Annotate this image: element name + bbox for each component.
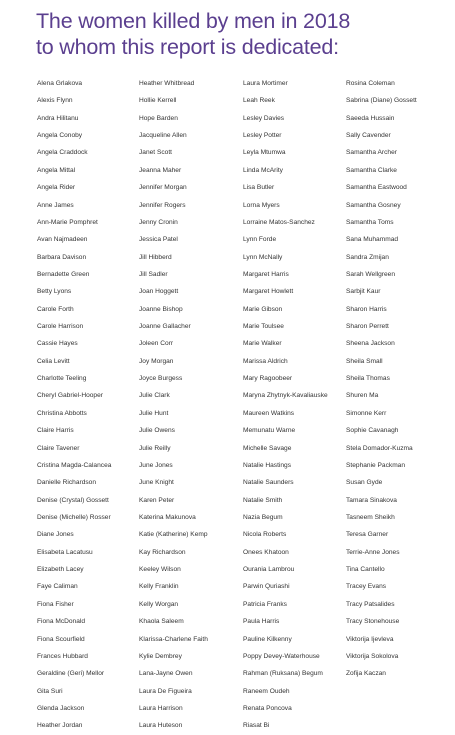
name-item: Claire Tavener	[37, 444, 80, 452]
name-item: Keeley Wilson	[139, 566, 181, 574]
name-item: Angela Craddock	[37, 149, 88, 157]
name-item: Sheena Jackson	[346, 340, 395, 348]
name-item: Julie Hunt	[139, 409, 169, 417]
name-item: June Knight	[139, 479, 174, 487]
name-item: Jill Hibberd	[139, 253, 172, 261]
name-item: Jennifer Rogers	[139, 201, 186, 209]
name-item: Khaola Saleem	[139, 618, 184, 626]
name-item: Danielle Richardson	[37, 479, 97, 487]
name-item: Janet Scott	[139, 149, 172, 157]
name-item: Elizabeth Lacey	[37, 566, 84, 574]
name-item: Jacqueline Allen	[139, 132, 187, 140]
name-item: Jennifer Morgan	[139, 184, 187, 192]
name-item: Sarbjit Kaur	[346, 288, 381, 296]
name-item: Leyla Mtumwa	[243, 149, 286, 157]
name-item: Marie Gibson	[243, 305, 283, 313]
name-item: Bernadette Green	[37, 270, 90, 278]
name-item: Mary Ragoobeer	[243, 375, 293, 383]
name-item: Tina Cantello	[346, 566, 385, 574]
name-item: Marie Toulsee	[243, 323, 284, 331]
names-column-2	[139, 75, 241, 735]
name-item: Tracy Patsalides	[346, 600, 395, 608]
name-item: Joan Hoggett	[139, 288, 179, 296]
name-item: Samantha Clarke	[346, 166, 397, 174]
name-item: Sana Muhammad	[346, 236, 399, 244]
name-item: Patricia Franks	[243, 600, 287, 608]
name-item: Sharon Perrett	[346, 323, 389, 331]
title-line-2: to whom this report is dedicated:	[36, 35, 339, 59]
name-item: Avan Najmadeen	[37, 236, 88, 244]
name-item: Lynn Forde	[243, 236, 277, 244]
name-item: Poppy Devey-Waterhouse	[243, 652, 320, 660]
name-item: Margaret Harris	[243, 270, 289, 278]
name-item: Tracy Stonehouse	[346, 618, 400, 626]
name-item: Michelle Savage	[243, 444, 292, 452]
name-item: Paula Harris	[243, 618, 280, 626]
name-item: Tamara Sinakova	[346, 496, 397, 504]
name-item: Natalie Hastings	[243, 461, 292, 469]
name-item: Onees Khatoon	[243, 548, 289, 556]
name-item: Lesley Potter	[243, 132, 282, 140]
name-item: Carole Harrison	[37, 323, 84, 331]
name-item: Renata Poncova	[243, 704, 292, 712]
name-item: Lorna Myers	[243, 201, 280, 209]
name-item: Fiona Fisher	[37, 600, 74, 608]
name-item: Kylie Dembrey	[139, 652, 182, 660]
title-line-1: The women killed by men in 2018	[36, 9, 351, 33]
name-item: Riasat Bi	[243, 722, 270, 730]
name-item: Christina Abbotts	[37, 409, 87, 417]
name-item: Rosina Coleman	[346, 80, 395, 87]
name-item: Jessica Patel	[139, 236, 178, 244]
names-column-3	[243, 75, 344, 735]
name-item: Teresa Garner	[346, 531, 389, 539]
name-item: Maryna Zhytnyk-Kavaliauske	[243, 392, 328, 400]
name-item: June Jones	[139, 461, 173, 469]
name-item: Sheila Small	[346, 357, 383, 365]
name-item: Julie Owens	[139, 427, 175, 435]
name-item: Memunatu Warne	[243, 427, 296, 435]
name-item: Gita Suri	[37, 687, 63, 695]
name-item: Leah Reek	[243, 97, 275, 105]
name-item: Lisa Butler	[243, 184, 275, 192]
name-item: Fiona Scourfield	[37, 635, 85, 643]
name-item: Faye Caliman	[37, 583, 78, 591]
name-item: Klarissa-Charlene Faith	[139, 635, 208, 643]
name-item: Lorraine Matos-Sanchez	[243, 218, 315, 226]
name-item: Barbara Davison	[37, 253, 87, 261]
name-item: Laura De Figueira	[139, 687, 192, 695]
name-item: Tasneem Sheikh	[346, 513, 395, 521]
name-item: Cheryl Gabriel-Hooper	[37, 392, 103, 400]
name-item: Julie Reilly	[139, 444, 171, 452]
name-item: Sophie Cavanagh	[346, 427, 399, 435]
name-item: Karen Peter	[139, 496, 175, 504]
name-item: Lynn McNally	[243, 253, 283, 261]
name-item: Alexis Flynn	[37, 97, 73, 105]
name-item: Sandra Zmijan	[346, 253, 389, 261]
name-item: Laura Harrison	[139, 704, 183, 712]
name-item: Natalie Smith	[243, 496, 283, 504]
name-item: Parwin Quriashi	[243, 583, 290, 591]
name-item: Linda McArity	[243, 166, 283, 174]
name-item: Marissa Aldrich	[243, 357, 288, 365]
name-item: Alena Grlakova	[37, 80, 83, 87]
name-item: Julie Clark	[139, 392, 170, 400]
name-item: Angela Mittal	[37, 166, 76, 174]
name-item: Joanne Bishop	[139, 305, 183, 313]
name-item: Celia Levitt	[37, 357, 70, 365]
name-item: Cassie Hayes	[37, 340, 78, 348]
name-item: Kay Richardson	[139, 548, 186, 556]
name-item: Angela Conoby	[37, 132, 83, 140]
name-item: Natalie Saunders	[243, 479, 294, 487]
name-item: Simonne Kerr	[346, 409, 387, 417]
name-item: Rahman (Ruksana) Begum	[243, 670, 323, 678]
name-item: Angela Rider	[37, 184, 76, 192]
name-item: Laura Mortimer	[243, 80, 288, 87]
name-item: Jeanna Maher	[139, 166, 182, 174]
name-item: Joyce Burgess	[139, 375, 183, 383]
name-item: Ann-Marie Pomphret	[37, 218, 98, 226]
name-item: Terrie-Anne Jones	[346, 548, 400, 556]
name-item: Sabrina (Diane) Gossett	[346, 97, 417, 105]
name-item: Nicola Roberts	[243, 531, 287, 539]
name-item: Viktorija Sokolova	[346, 652, 399, 660]
name-item: Joleen Corr	[139, 340, 174, 348]
name-item: Diane Jones	[37, 531, 74, 539]
name-item: Kelly Worgan	[139, 600, 179, 608]
name-item: Jill Sadler	[139, 270, 168, 278]
name-item: Zofija Kaczan	[346, 670, 386, 678]
name-item: Frances Hubbard	[37, 652, 88, 660]
name-item: Katerina Makunova	[139, 513, 196, 521]
name-item: Sharon Harris	[346, 305, 387, 313]
name-item: Anne James	[37, 201, 74, 209]
name-item: Geraldine (Geri) Mellor	[37, 670, 105, 678]
name-item: Jenny Cronin	[139, 218, 178, 226]
name-item: Joy Morgan	[139, 357, 174, 365]
name-item: Kelly Franklin	[139, 583, 179, 591]
name-item: Hollie Kerrell	[139, 97, 177, 105]
name-item: Viktorija Ijevleva	[346, 635, 394, 643]
names-column-1	[37, 75, 135, 735]
name-item: Andra Hilitanu	[37, 114, 79, 122]
name-item: Saeeda Hussain	[346, 114, 395, 122]
name-item: Margaret Howlett	[243, 288, 294, 296]
name-item: Lesley Davies	[243, 114, 285, 122]
name-item: Stela Domador-Kuzma	[346, 444, 413, 452]
name-item: Raneem Oudeh	[243, 687, 290, 695]
name-item: Cristina Magda-Calancea	[37, 461, 112, 469]
name-item: Samantha Eastwood	[346, 184, 407, 192]
name-item: Denise (Crystal) Gossett	[37, 496, 109, 504]
name-item: Samantha Gosney	[346, 201, 401, 209]
name-item: Pauline Kilkenny	[243, 635, 292, 643]
name-item: Stephanie Packman	[346, 461, 406, 469]
name-item: Sheila Thomas	[346, 375, 390, 383]
page-title	[36, 8, 350, 60]
name-item: Charlotte Teeling	[37, 375, 87, 383]
name-item: Nazia Begum	[243, 513, 283, 521]
name-item: Lana-Jayne Owen	[139, 670, 193, 678]
name-item: Ourania Lambrou	[243, 566, 295, 574]
name-item: Elisabeta Lacatusu	[37, 548, 93, 556]
name-item: Katie (Katherine) Kemp	[139, 531, 208, 539]
name-item: Tracey Evans	[346, 583, 387, 591]
name-item: Claire Harris	[37, 427, 74, 435]
name-item: Heather Jordan	[37, 722, 83, 730]
name-item: Susan Gyde	[346, 479, 383, 487]
name-item: Samantha Toms	[346, 218, 394, 226]
name-item: Glenda Jackson	[37, 704, 85, 712]
name-item: Sarah Wellgreen	[346, 270, 395, 278]
name-item: Laura Huteson	[139, 722, 183, 730]
name-item: Shuren Ma	[346, 392, 379, 400]
name-item: Samantha Archer	[346, 149, 397, 157]
name-item: Maureen Watkins	[243, 409, 295, 417]
name-item: Fiona McDonald	[37, 618, 86, 626]
name-item: Sally Cavender	[346, 132, 391, 140]
name-item: Denise (Michelle) Rosser	[37, 513, 111, 521]
name-item: Joanne Gallacher	[139, 323, 191, 331]
names-column-4	[346, 75, 451, 683]
name-item: Heather Whitbread	[139, 80, 195, 87]
name-item: Carole Forth	[37, 305, 74, 313]
name-item: Hope Barden	[139, 114, 178, 122]
name-item: Marie Walker	[243, 340, 282, 348]
name-item: Betty Lyons	[37, 288, 72, 296]
